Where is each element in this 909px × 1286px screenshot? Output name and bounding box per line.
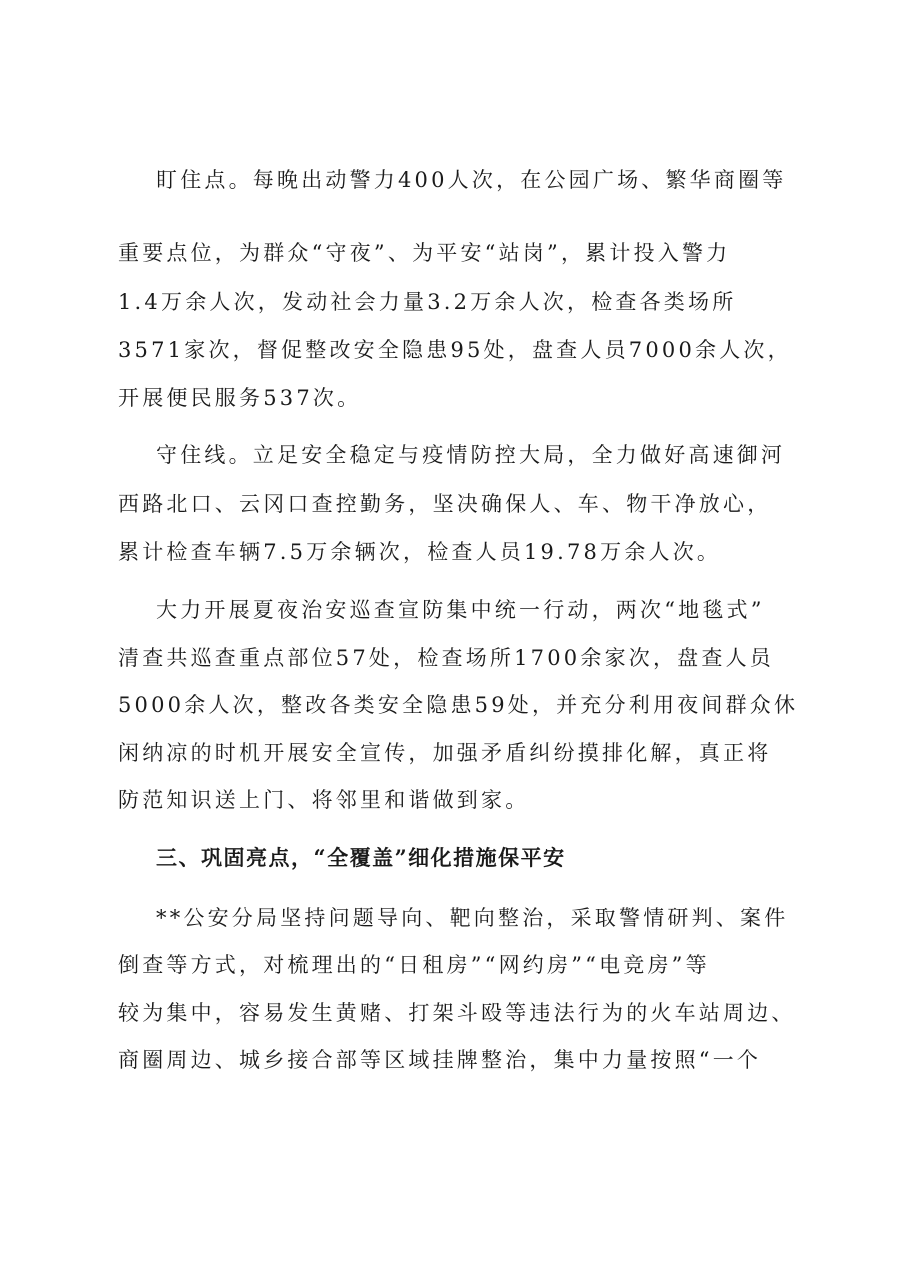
paragraph-2-line-1: 守住线。立足安全稳定与疫情防控大局，全力做好高速御河 <box>156 443 786 467</box>
paragraph-3-line-1: 大力开展夏夜治安巡查宣防集中统一行动，两次“地毯式” <box>156 598 765 622</box>
paragraph-3-line-2: 清查共巡查重点部位57处，检查场所1700余家次，盘查人员 <box>118 646 774 670</box>
paragraph-4-line-1: **公安分局坚持问题导向、靶向整治，采取警情研判、案件 <box>156 906 789 930</box>
paragraph-1-line-5: 开展便民服务537次。 <box>118 386 362 410</box>
paragraph-2-line-2: 西路北口、云冈口查控勤务，坚决确保人、车、物干净放心， <box>118 492 772 516</box>
paragraph-3-line-3: 5000余人次，整改各类安全隐患59处，并充分利用夜间群众休 <box>118 693 799 717</box>
paragraph-2-line-3: 累计检查车辆7.5万余辆次，检查人员19.78万余人次。 <box>118 540 722 564</box>
paragraph-4-line-2: 倒查等方式，对梳理出的“日租房”“网约房”“电竞房”等 <box>118 953 710 977</box>
paragraph-1-line-2: 重要点位，为群众“守夜”、为平安“站岗”，累计投入警力 <box>118 241 731 265</box>
paragraph-1-line-3: 1.4万余人次，发动社会力量3.2万余人次，检查各类场所 <box>118 290 737 314</box>
paragraph-3-line-5: 防范知识送上门、将邻里和谐做到家。 <box>118 788 530 812</box>
paragraph-4-line-4: 商圈周边、城乡接合部等区域挂牌整治，集中力量按照“一个 <box>118 1048 762 1072</box>
paragraph-3-line-4: 闲纳凉的时机开展安全宣传，加强矛盾纠纷摸排化解，真正将 <box>118 741 772 765</box>
paragraph-1-line-1: 盯住点。每晚出动警力400人次，在公园广场、繁华商圈等 <box>156 168 787 192</box>
section-heading: 三、巩固亮点，“全覆盖”细化措施保平安 <box>156 845 566 870</box>
paragraph-4-line-3: 较为集中，容易发生黄赌、打架斗殴等违法行为的火车站周边、 <box>118 1001 796 1025</box>
paragraph-1-line-4: 3571家次，督促整改安全隐患95处，盘查人员7000余人次， <box>118 338 792 362</box>
